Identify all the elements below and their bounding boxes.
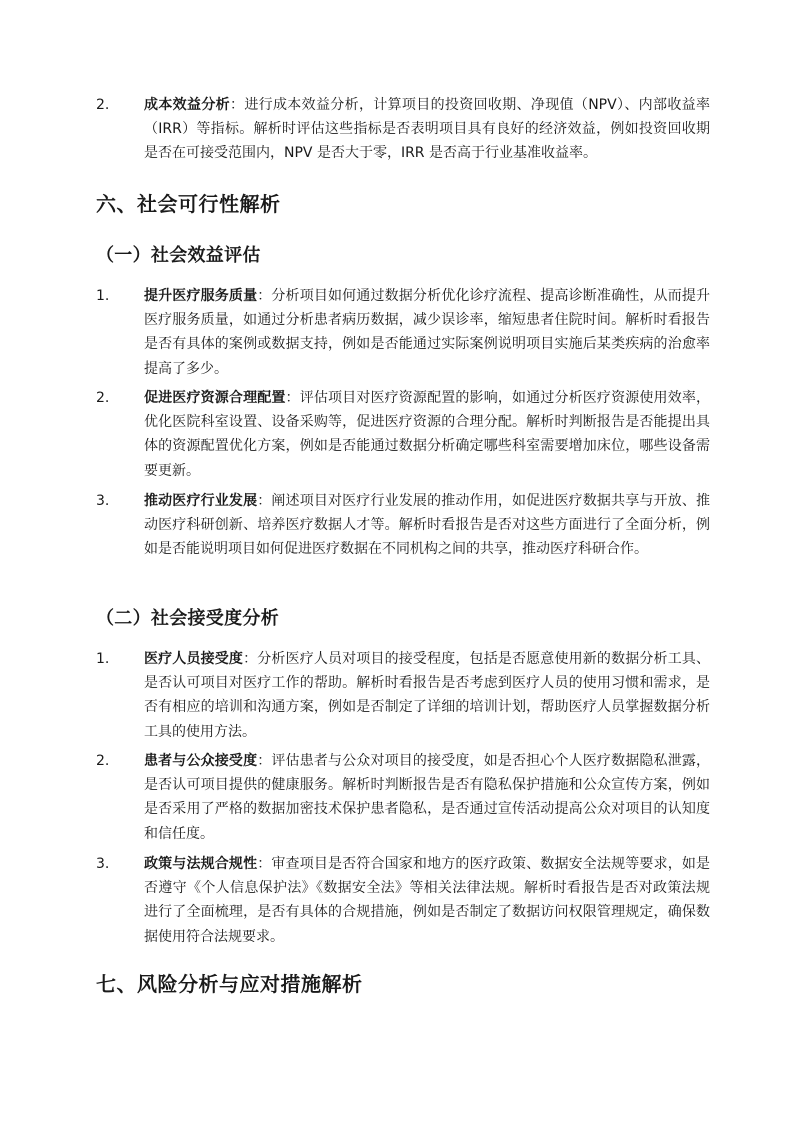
list-item-body	[144, 852, 710, 949]
section-heading-6: 六、社会可行性解析	[96, 192, 281, 216]
list-item-text: ：审查项目是否符合国家和地方的医疗政策、数据安全法规等要求，如是否遵守《个人信息保护法》《数据安全法》等相关法律法规。解析时看报告是否对政策法规进行了全面梳理，是否有具体的合规措施，例如是否制定了数据访问权限管理规定，确保数据使用符合法规要求。	[144, 856, 711, 945]
list-item-term: 成本效益分析	[144, 97, 230, 113]
list-item-body	[144, 93, 710, 166]
list-item-text: ：评估项目对医疗资源配置的影响，如通过分析医疗资源使用效率，优化医院科室设置、设备采购等，促进医疗资源的合理分配。解析时判断报告是否能提出具体的资源配置优化方案，例如是否能通过数据分析确定哪些科室需要增加床位，哪些设备需要更新。	[144, 390, 711, 479]
list-item-term: 推动医疗行业发展	[144, 493, 258, 509]
list-item-term: 政策与法规合规性	[144, 856, 258, 872]
list-item-term: 患者与公众接受度	[144, 753, 258, 769]
list-number: 1.	[96, 651, 110, 667]
list-item-term: 提升医疗服务质量	[144, 288, 258, 304]
list-number: 2.	[96, 753, 110, 769]
list-item-body	[144, 647, 710, 744]
section-heading-7: 七、风险分析与应对措施解析	[96, 972, 363, 996]
subsection-heading-social-acceptance: （二）社会接受度分析	[96, 608, 279, 629]
list-item-text: ：进行成本效益分析，计算项目的投资回收期、净现值（NPV）、内部收益率（IRR）等指标。解析时评估这些指标是否表明项目具有良好的经济效益，例如投资回收期是否在可接受范围内，NPV 是否大于零，IRR 是否高于行业基准收益率。	[144, 97, 711, 162]
list-item-body	[144, 284, 710, 381]
list-item-body	[144, 749, 710, 846]
list-number: 2.	[96, 390, 110, 406]
list-item-text: ：分析项目如何通过数据分析优化诊疗流程、提高诊断准确性，从而提升医疗服务质量，如通过分析患者病历数据，减少误诊率，缩短患者住院时间。解析时看报告是否有具体的案例或数据支持，例如是否能通过实际案例说明项目实施后某类疾病的治愈率提高了多少。	[144, 288, 711, 377]
list-item-term: 医疗人员接受度	[144, 651, 244, 667]
list-item-text: ：分析医疗人员对项目的接受程度，包括是否愿意使用新的数据分析工具、是否认可项目对医疗工作的帮助。解析时看报告是否考虑到医疗人员的使用习惯和需求，是否有相应的培训和沟通方案，例如是否制定了详细的培训计划，帮助医疗人员掌握数据分析工具的使用方法。	[144, 651, 710, 740]
subsection-heading-social-benefit: （一）社会效益评估	[96, 245, 261, 266]
list-item-term: 促进医疗资源合理配置	[144, 390, 286, 406]
list-number: 3.	[96, 493, 110, 509]
list-item-body	[144, 489, 710, 562]
list-number: 1.	[96, 288, 110, 304]
list-item-body	[144, 386, 710, 483]
list-number: 3.	[96, 856, 110, 872]
list-item-text: ：评估患者与公众对项目的接受度，如是否担心个人医疗数据隐私泄露，是否认可项目提供的健康服务。解析时判断报告是否有隐私保护措施和公众宣传方案，例如是否采用了严格的数据加密技术保护患者隐私，是否通过宣传活动提高公众对项目的认知度和信任度。	[144, 753, 711, 842]
list-item-text: ：阐述项目对医疗行业发展的推动作用，如促进医疗数据共享与开放、推动医疗科研创新、培养医疗数据人才等。解析时看报告是否对这些方面进行了全面分析，例如是否能说明项目如何促进医疗数据在不同机构之间的共享，推动医疗科研合作。	[144, 493, 711, 558]
list-number: 2.	[96, 97, 110, 113]
